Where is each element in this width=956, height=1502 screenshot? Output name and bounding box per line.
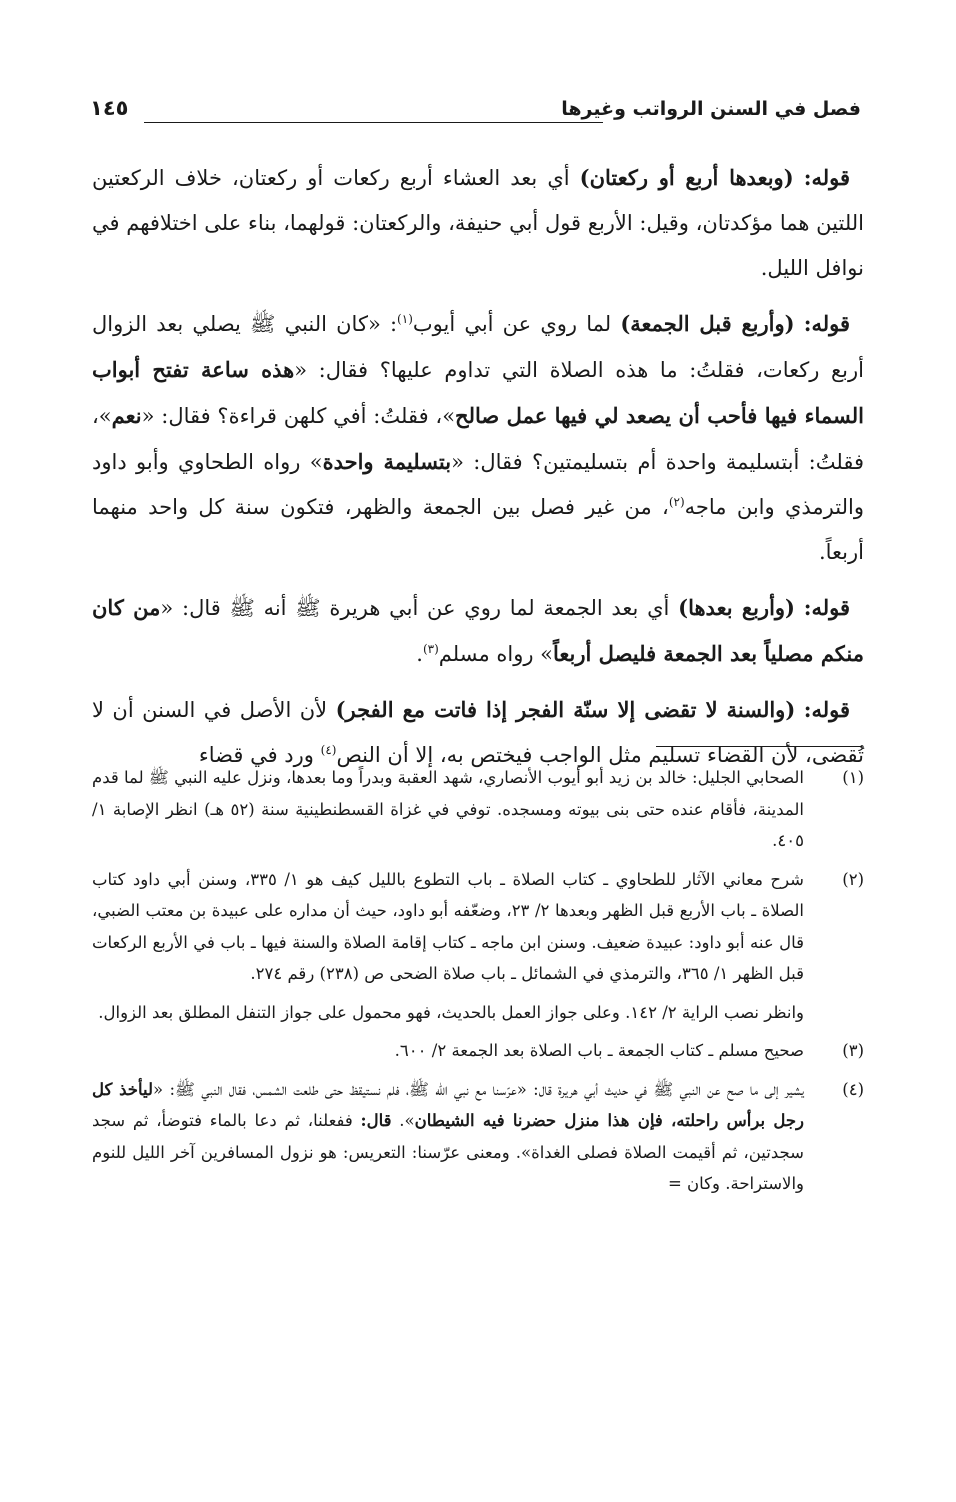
commentary-text: »، فقلتُ: أفي كلهن قراءة؟ فقال: « [141,404,456,428]
hadith-text: من كان منكم مصلياً بعد الجمعة فليصل أربعاً [92,595,864,666]
hadith-text: بتسليمة واحدة [322,449,452,474]
quoted-matn: (وبعدها أربع أو ركعتان) [579,165,794,190]
header-rule [144,122,603,123]
commentary-text: » رواه الطحاوي وأبو داود والترمذي وابن ماجه [92,450,864,519]
footnote-ref[interactable]: (١) [397,312,413,326]
paragraph-1 [92,155,864,291]
page-number: ١٤٥ [90,96,129,120]
footnote-text: الصحابي الجليل: خالد بن زيد أبو أيوب الأنصاري، شهد العقبة وبدراً وما بعدها، ونزل عليه النبي ﷺ لما قدم المدينة، فأقام عنده حتى بنى بيوته ومسجده. توفي في غزاة القسطنطينية سنة (٥٢ هـ) انظر الإصابة ١/ ٤٠٥. [92,768,804,850]
paragraph-3 [92,585,864,677]
footnote-number: (٢) [842,869,864,889]
hadith-text: نعم [111,403,142,428]
footnote-text: شرح معاني الآثار للطحاوي ـ كتاب الصلاة ـ باب التطوع بالليل كيف هو ١/ ٣٣٥، وسنن أبي داود كتاب الصلاة ـ باب الأربع قبل الظهر وبعدها ٢/ ٢٣، وضعّفه أبو داود، حيث أن مداره على عبيدة بن معتب الضبي، قال عنه أبو داود: عبيدة ضعيف. وسنن ابن ماجه ـ كتاب إقامة الصلاة والسنة فيها ـ باب في الأربع الركعات قبل الظهر ١/ ٣٦٥، والترمذي في الشمائل ـ باب صلاة الضحى ص (٢٣٨) رقم ٢٧٤. [92,869,805,983]
footnote-number: (٣) [842,1041,864,1060]
footnote-text: ففعلنا، ثم دعا بالماء فتوضأ، ثم سجد سجدتين، ثم أقيمت الصلاة فصلى الغداة». ومعنى عرّسنا: التعريس: هو نزول المسافرين آخر الليل للنوم والاستراحة. وكان = [92,1111,804,1193]
page-header [90,96,861,132]
footnote-text: يشير إلى ما صح عن النبي ﷺ في حديث أبي هريرة قال: «عرّسنا مع نبي الله ﷺ، فلم نستيقظ حتى طلعت الشمس، فقال النبي ﷺ: « [153,1079,804,1099]
commentary-text: أي بعد الجمعة لما روي عن أبي هريرة ﷺ أنه ﷺ قال: « [160,596,670,620]
quoted-matn: (وأربع بعدها) [678,595,795,620]
footnote-number: (١) [842,768,864,787]
footnote-text: صحيح مسلم ـ كتاب الجمعة ـ باب الصلاة بعد الجمعة ٢/ ٦٠٠. [394,1041,804,1060]
footnote-text: ». [391,1111,415,1130]
main-text [92,155,864,788]
commentary-text: »، فقلتُ: أبتسليمة واحدة أم بتسليمتين؟ فقال: « [92,404,864,474]
footnote-ref[interactable]: (٤) [320,743,337,757]
quoted-matn: (وأربع قبل الجمعة) [620,311,795,336]
commentary-text: » رواه مسلم [438,642,554,666]
hadith-text: هذه ساعة تفتح أبواب السماء فيها فأحب أن يصعد لي فيها عمل صالح [92,357,864,428]
footnotes [92,762,864,1207]
footnote-3 [92,1035,864,1067]
footnote-4 [92,1074,864,1200]
commentary-text: ، من غير فصل بين الجمعة والظهر، فتكون سنة كل واحد منهما أربعاً. [92,495,864,564]
footnote-ref[interactable]: (٣) [422,642,439,656]
narrator-label: قال: [360,1111,392,1130]
quoted-matn: (والسنة لا تقضى إلا سنّة الفجر إذا فاتت مع الفجر) [335,697,796,722]
qawl-label: قوله: [803,595,851,620]
footnote-separator [656,746,862,747]
running-title: فصل في السنن الرواتب وغيرها [561,98,861,120]
commentary-text: لما روي عن أبي أيوب [412,312,612,336]
footnote-ref[interactable]: (٢) [668,495,685,509]
commentary-text: : «كان النبي ﷺ يصلي بعد الزوال أربع ركعات، فقلتُ: ما هذه الصلاة التي تداوم عليها؟ فقال: « [92,312,865,382]
commentary-text: ورد في قضاء [198,743,314,767]
qawl-label: قوله: [803,697,850,722]
commentary-text: لأن الأصل في السنن أن لا تُقضى، لأن القضاء تسليم مثل الواجب فيختص به، إلا أن النص [92,698,864,767]
qawl-label: قوله: [803,165,850,190]
commentary-text: . [416,642,423,666]
footnote-number: (٤) [842,1079,864,1099]
hadith-text: ليأخذ كل رجل برأس راحلته، فإن هذا منزل حضرنا فيه الشيطان [92,1079,805,1130]
paragraph-2 [92,301,864,575]
qawl-label: قوله: [803,311,851,336]
footnote-1 [92,762,864,857]
commentary-text: أي بعد العشاء أربع ركعات أو ركعتان، خلاف الركعتين اللتين هما مؤكدتان، وقيل: الأربع قول أبي حنيفة، والركعتان: قولهما، بناء على اختلافهم في نوافل الليل. [92,166,864,280]
footnote-continuation: وانظر نصب الراية ٢/ ١٤٢. وعلى جواز العمل بالحديث، فهو محمول على جواز التنفل المطلق بعد الزوال. [98,1002,804,1022]
footnote-2 [92,864,864,1029]
